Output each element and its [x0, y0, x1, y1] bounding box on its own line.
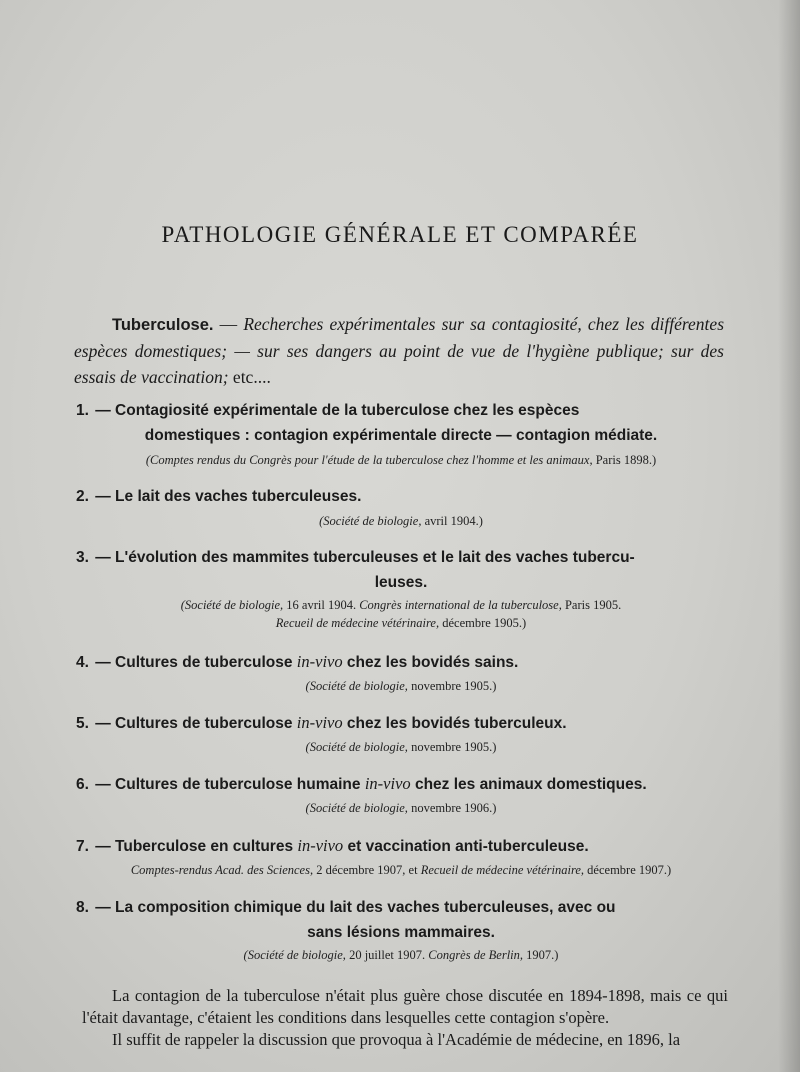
item-1-number: 1.	[76, 402, 89, 419]
item-8-ref-italic: (Société de biologie,	[243, 948, 346, 962]
item-6-ref-plain: novembre 1906.)	[407, 801, 497, 815]
item-7-number: 7.	[76, 838, 89, 855]
item-8-ref-italic2: Congrès de Berlin,	[425, 948, 524, 962]
item-1-line2: domestiques : contagion expérimentale directe — contagion médiate.	[144, 427, 658, 444]
item-1-reference	[76, 450, 726, 470]
item-6-ref-italic: (Société de biologie,	[305, 801, 408, 815]
item-3-ref1-italic: (Société de biologie,	[180, 598, 284, 612]
item-3-line2: leuses.	[374, 574, 428, 591]
item-8-reference	[76, 945, 726, 965]
item-8-heading	[76, 895, 726, 945]
item-3-reference-2	[76, 613, 726, 633]
item-4-post: chez les bovidés sains.	[342, 654, 519, 671]
item-3-ref2-italic: Recueil de médecine vétérinaire,	[275, 616, 440, 630]
intro-dash: —	[213, 314, 244, 334]
item-8-ref-plain2: 1907.)	[523, 948, 559, 962]
item-3-line1: — L'évolution des mammites tuberculeuses et le lait des vaches tubercu-	[90, 549, 635, 566]
item-8-number: 8.	[76, 899, 89, 916]
item-3-ref1-italic2: Congrès international de la tuberculose,	[356, 598, 562, 612]
intro-paragraph	[74, 311, 724, 390]
item-4-invivo: in-vivo	[296, 652, 343, 671]
item-5-ref-plain: novembre 1905.)	[407, 740, 497, 754]
item-3-ref2-plain: décembre 1905.)	[439, 616, 527, 630]
item-7-ref-italic: Comptes-rendus Acad. des Sciences,	[130, 863, 314, 877]
item-2-ref-italic: (Société de biologie,	[319, 514, 422, 528]
item-5-reference	[76, 737, 726, 757]
item-3-reference-1	[76, 595, 726, 615]
item-4-ref-plain: novembre 1905.)	[407, 679, 497, 693]
item-6-pre: — Cultures de tuberculose humaine	[90, 776, 365, 793]
item-3-ref1-plain2: Paris 1905.	[561, 598, 622, 612]
item-4-reference	[76, 676, 726, 696]
page-edge-shadow	[778, 0, 800, 1072]
item-7-reference	[76, 860, 726, 880]
item-7-post: et vaccination anti-tuberculeuse.	[343, 838, 589, 855]
item-3-heading	[76, 545, 726, 595]
item-3-ref1-plain: 16 avril 1904.	[283, 598, 357, 612]
item-8-line2: sans lésions mammaires.	[307, 924, 495, 941]
item-2-number: 2.	[76, 488, 89, 505]
item-4-pre: — Cultures de tuberculose	[90, 654, 297, 671]
item-1-ref-italic: (Comptes rendus du Congrès pour l'étude de la tuberculose chez l'homme et les animaux,	[145, 453, 593, 467]
item-5-ref-italic: (Société de biologie,	[305, 740, 408, 754]
item-1-heading	[76, 398, 726, 448]
item-3-number: 3.	[76, 549, 89, 566]
item-1-ref-plain: Paris 1898.)	[592, 453, 657, 467]
item-7-ref-plain: 2 décembre 1907, et	[313, 863, 421, 877]
item-5-invivo: in-vivo	[296, 713, 343, 732]
item-5-heading	[76, 710, 726, 736]
item-6-number: 6.	[76, 776, 89, 793]
page-title: PATHOLOGIE GÉNÉRALE ET COMPARÉE	[161, 222, 639, 247]
body-text	[82, 985, 728, 1051]
item-7-ref-plain2: décembre 1907.)	[584, 863, 672, 877]
intro-lead: Tuberculose.	[112, 316, 214, 334]
item-7-pre: — Tuberculose en cultures	[90, 838, 298, 855]
intro-tail: etc....	[228, 367, 271, 387]
body-paragraph-2: Il suffit de rappeler la discussion que provoqua à l'Académie de médecine, en 1896, la	[112, 1030, 681, 1049]
item-6-invivo: in-vivo	[364, 774, 411, 793]
item-2-heading	[76, 484, 726, 509]
item-8-line1: — La composition chimique du lait des vaches tuberculeuses, avec ou	[90, 899, 616, 916]
item-4-heading	[76, 649, 726, 675]
item-5-post: chez les bovidés tuberculeux.	[342, 715, 567, 732]
item-7-ref-italic2: Recueil de médecine vétérinaire,	[420, 863, 585, 877]
item-8-ref-plain: 20 juillet 1907.	[345, 948, 426, 962]
item-6-heading	[76, 771, 726, 797]
body-paragraph-1: La contagion de la tuberculose n'était plus guère chose discutée en 1894-1898, mais ce qui l'était davantage, c'étaient les conditions dans lesquelles cette contagion s'opère.	[82, 986, 728, 1027]
intro-text: Recherches expérimentales sur sa contagiosité, chez les différentes espèces domestiques; — sur ses dangers au point de vue de l'hygiène publique; sur des essais de vaccination;	[74, 314, 725, 387]
item-7-heading	[76, 833, 726, 859]
item-6-post: chez les animaux domestiques.	[410, 776, 647, 793]
item-5-pre: — Cultures de tuberculose	[90, 715, 297, 732]
item-7-invivo: in-vivo	[297, 836, 344, 855]
item-1-line1: — Contagiosité expérimentale de la tuberculose chez les espèces	[90, 402, 580, 419]
item-4-ref-italic: (Société de biologie,	[305, 679, 408, 693]
item-2-ref-plain: avril 1904.)	[421, 514, 483, 528]
item-6-reference	[76, 798, 726, 818]
item-2-reference	[76, 511, 726, 531]
item-2-text: — Le lait des vaches tuberculeuses.	[90, 488, 362, 505]
item-4-number: 4.	[76, 654, 89, 671]
item-5-number: 5.	[76, 715, 89, 732]
